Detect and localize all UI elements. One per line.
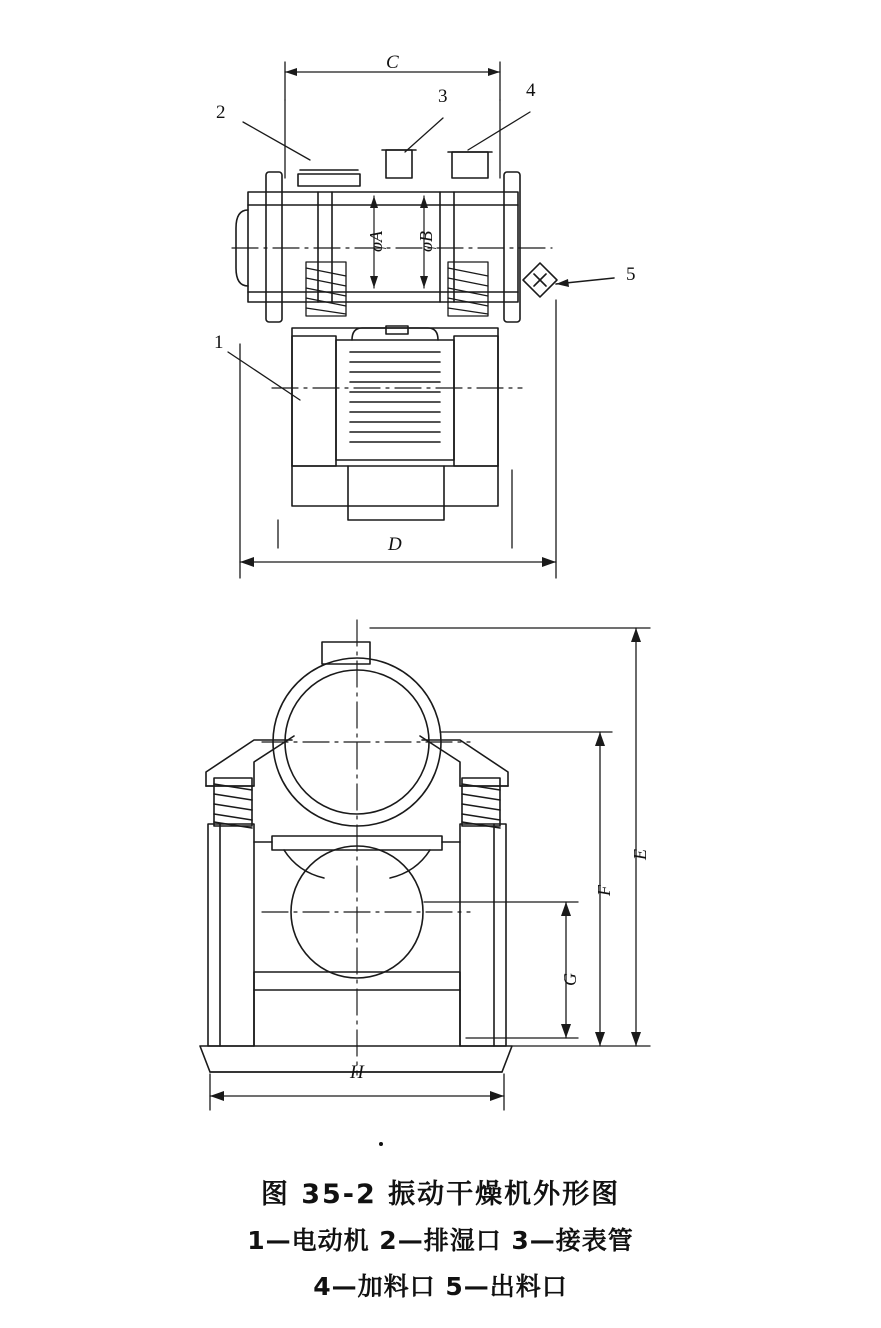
callout-1: 1: [214, 332, 224, 353]
dimension-label-c: C: [386, 52, 399, 73]
decorative-dot: [379, 1142, 383, 1146]
callout-leaders-top: [228, 112, 530, 400]
dimension-f: [440, 732, 612, 1046]
diameter-label-a: φA: [366, 231, 386, 252]
caption-legend-line-2: 4—加料口 5—出料口: [313, 1272, 568, 1301]
outlet-5: [523, 263, 614, 297]
dimension-c: [285, 62, 500, 178]
springs-top: [306, 262, 488, 316]
caption-title: 图 35-2 振动干燥机外形图: [260, 1179, 621, 1210]
caption-legend-line-1: 1—电动机 2—排湿口 3—接表管: [247, 1226, 634, 1255]
dimension-label-d: D: [388, 534, 402, 555]
diameter-label-b: φB: [416, 231, 436, 252]
motor-block-top: [292, 326, 498, 520]
callout-3: 3: [438, 86, 448, 107]
callout-2: 2: [216, 102, 226, 123]
dimension-label-h: H: [350, 1062, 364, 1083]
callout-5: 5: [626, 264, 636, 285]
dimension-g: [424, 902, 578, 1038]
dimension-label-g: G: [560, 973, 580, 986]
dimension-e: [370, 628, 650, 1046]
dimension-label-f: F: [594, 885, 614, 896]
dimension-label-e: E: [630, 849, 650, 860]
figure-caption: [0, 1172, 881, 1303]
callout-4: 4: [526, 80, 536, 101]
centerline-front-horizontal: [262, 742, 470, 912]
